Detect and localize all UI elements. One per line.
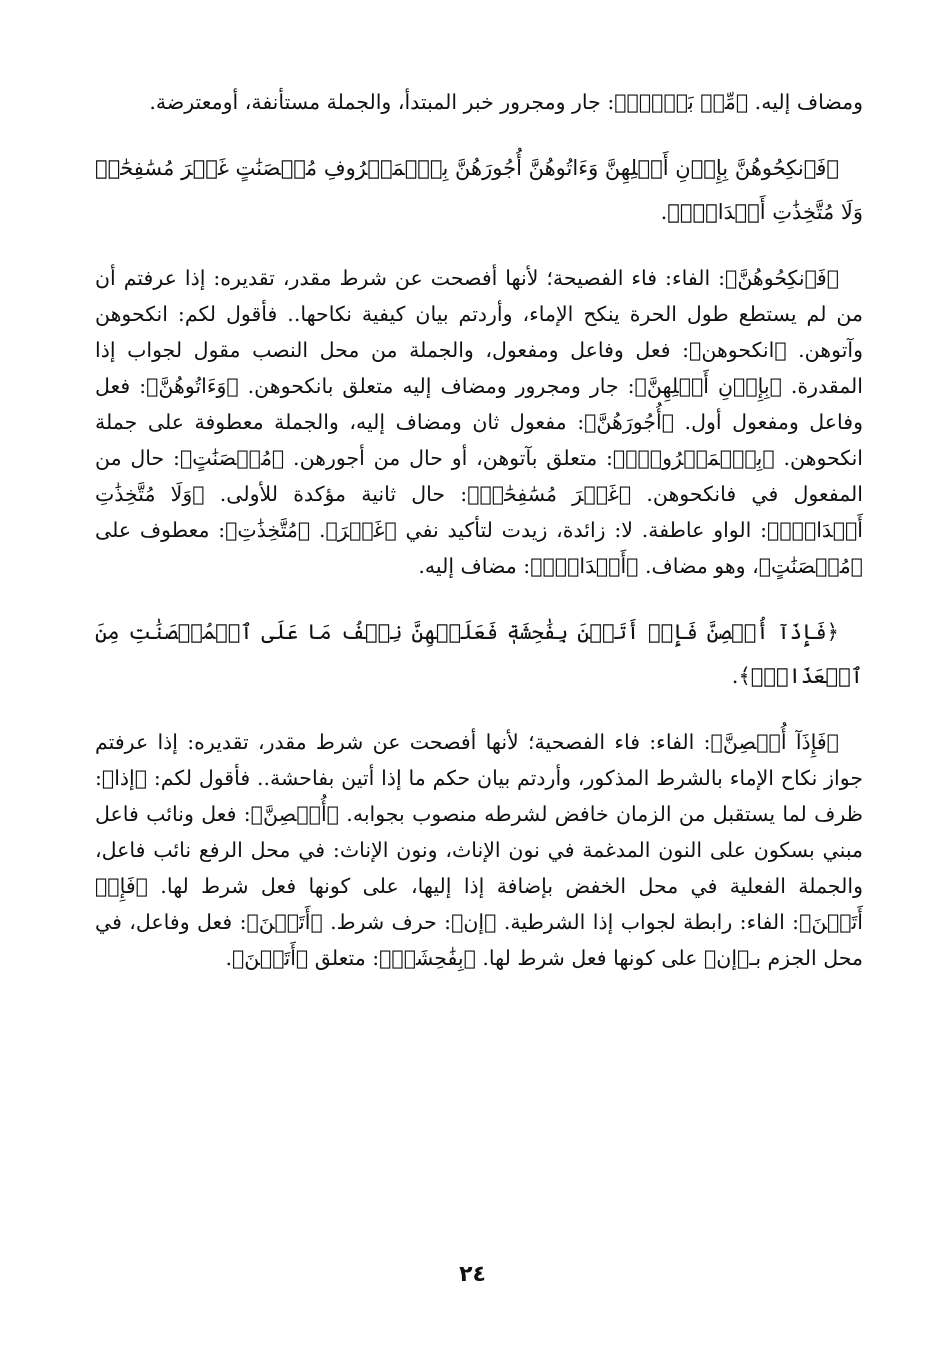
commentary-paragraph-2: ﴿فَٱنكِحُوهُنَّ﴾: الفاء: فاء الفصيحة؛ لأنها أفصحت عن شرط مقدر، تقديره: إذا عرفتم أن من لم يستطع طول الحرة ينكح الإماء، وأردتم بيان كيفية نكاحها.. فأقول لكم: انكحوهن وآتوهن. ﴿انكحوهن﴾: فعل وفاعل ومفعول، والجملة من محل النصب مقول لجواب إذا المقدرة. ﴿بِإِذۡنِ أَهۡلِهِنَّ﴾: جار ومجرور ومضاف إليه متعلق بانكحوهن. ﴿وَءَاتُوهُنَّ﴾: فعل وفاعل ومفعول أول. ﴿أُجُورَهُنَّ﴾: مفعول ثان ومضاف إليه، والجملة معطوفة على جملة انكحوهن. ﴿بِٱلۡمَعۡرُوفِۚ﴾: متعلق بآتوهن، أو حال من أجورهن. ﴿مُحۡصَنَٰتٍ﴾: حال من المفعول في فانكحوهن. ﴿غَيۡرَ مُسَٰفِحَٰتٖ﴾: حال ثانية مؤكدة للأولى. ﴿وَلَا مُتَّخِذَٰتِ أَخۡدَانٖۚ﴾: الواو عاطفة. لا: زائدة، زيدت لتأكيد نفي ﴿غَيۡرَ﴾. ﴿مُتَّخِذَٰتِ﴾: معطوف على ﴿مُحۡصَنَٰتٍ﴾، وهو مضاف. ﴿أَخۡدَانٖۚ﴾: مضاف إليه.	[95, 266, 863, 578]
quran-verse-2: ﴿فَإِذَآ أُحۡصِنَّ فَإِنۡ أَتَيۡنَ بِفَٰحِشَةٖ فَعَلَيۡهِنَّ نِصۡفُ مَا عَلَى ٱلۡمُحۡصَنَٰتِ مِنَ ٱلۡعَذَابِۚ﴾.	[95, 620, 863, 688]
quran-verse-1: ﴿فَٱنكِحُوهُنَّ بِإِذۡنِ أَهۡلِهِنَّ وَءَاتُوهُنَّ أُجُورَهُنَّ بِٱلۡمَعۡرُوفِ مُحۡصَنَٰتٍ غَيۡرَ مُسَٰفِحَٰتٖ وَلَا مُتَّخِذَٰتِ أَخۡدَانٖۚ﴾.	[95, 156, 863, 224]
paragraph-gap	[95, 234, 863, 260]
commentary-paragraph-3: ﴿فَإِذَآ أُحۡصِنَّ﴾: الفاء: فاء الفصحية؛ لأنها أفصحت عن شرط مقدر، تقديره: إذا عرفتم جواز نكاح الإماء بالشرط المذكور، وأردتم بيان حكم ما إذا أتين بفاحشة.. فأقول لكم: ﴿إذا﴾: ظرف لما يستقبل من الزمان خافض لشرطه منصوب بجوابه. ﴿أُحۡصِنَّ﴾: فعل ونائب فاعل مبني بسكون على النون المدغمة في نون الإناث، ونون الإناث: في محل الرفع نائب فاعل، والجملة الفعلية في محل الخفض بإضافة إذا إليها، على كونها فعل شرط لها. ﴿فَإِنۡ أَتَيۡنَ﴾: الفاء: رابطة لجواب إذا الشرطية. ﴿إن﴾: حرف شرط. ﴿أَتَيۡنَ﴾: فعل وفاعل، في محل الجزم بـ﴿إن﴾ على كونها فعل شرط لها. ﴿بِفَٰحِشَةٖ﴾: متعلق ﴿أَتَيۡنَ﴾.	[95, 730, 863, 970]
page-body	[95, 84, 863, 976]
paragraph-gap	[95, 698, 863, 724]
paragraph-gap	[95, 584, 863, 610]
paragraph-gap	[95, 120, 863, 146]
page-number: ٢٤	[459, 1262, 486, 1287]
commentary-paragraph-1: ومضاف إليه. ﴿مِّنۢ بَعۡضٖۚ﴾: جار ومجرور خبر المبتدأ، والجملة مستأنفة، أومعترضة.	[149, 90, 863, 114]
